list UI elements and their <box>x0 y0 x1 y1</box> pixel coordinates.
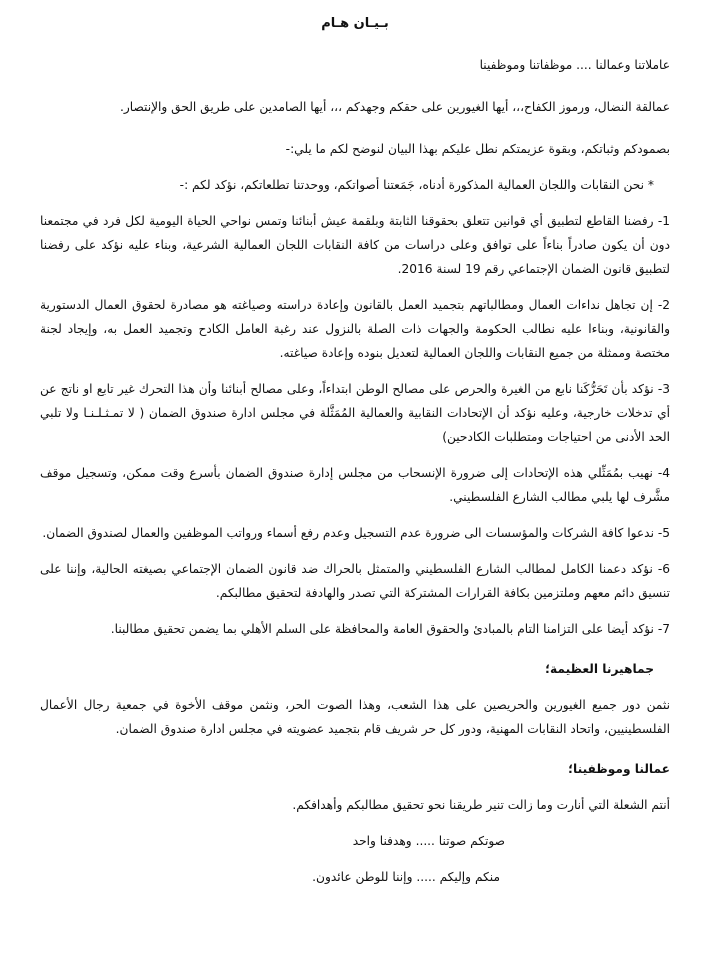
point-1: 1- رفضنا القاطع لتطبيق أي قوانين تتعلق بحقوقنا الثابتة وبلقمة عيش أبنائنا وتمس نواحي الحياة اليومية لكل فرد في مجتمعنا دون أن يكون صادراً بناءاً على توافق وعلى دراسات من كافة النقابات اللجان العمالية الشرعية، وبناء عليه نؤكد على رفضنا لتطبيق قانون الضمان الإجتماعي رقم 19 لسنة 2016. <box>40 214 670 276</box>
point-3: 3- نؤكد بأن تَحَرُّكَنا نابع من الغيرة والحرص على مصالح الوطن ابتداءاً، وعلى مصالح أبنائنا وأن هذا التحرك غير تابع او ناتج عن أي تدخلات خارجية، وعليه نؤكد أن الإتحادات النقابية والعمالية المُمَثَّلة في مجلس ادارة صندوق الضمان ( لا تمـثـلـنـا ولا تلبي الحد الأدنى من احتياجات ومتطلبات الكادحين) <box>40 382 670 444</box>
point-5: 5- ندعوا كافة الشركات والمؤسسات الى ضرورة عدم التسجيل وعدم رفع أسماء ورواتب الموظفين والعمال لصندوق الضمان. <box>42 526 670 540</box>
point-4: 4- نهيب بمُمَثِّلي هذه الإتحادات إلى ضرورة الإنسحاب من مجلس إدارة صندوق الضمان بأسرع وقت ممكن، وتسجيل موقف مشَّرف لها يلبي مطالب الشارع الفلسطيني. <box>40 466 670 504</box>
salutation: عاملاتنا وعمالنا .... موظفاتنا وموظفينا <box>479 58 670 72</box>
workers-heading: عمالنا وموظفينا؛ <box>568 762 670 776</box>
closing-line-2: صوتكم صوتنا ..... وهدفنا واحد <box>352 834 505 848</box>
closing-line-1: أنتم الشعلة التي أنارت وما زالت تنير طريقنا نحو تحقيق مطالبكم وأهدافكم. <box>292 798 670 812</box>
statement-title: بـيـان هـام <box>321 16 389 31</box>
point-6: 6- نؤكد دعمنا الكامل لمطالب الشارع الفلسطيني والمتمثل بالحراك ضد قانون الضمان الإجتماعي بصيغته الحالية، وإننا على تنسيق دائم معهم وملتزمين بكافة القرارات المشتركة التي تصدر والهادفة لتحقيق مطالبكم. <box>40 562 670 600</box>
masses-heading: جماهيرنا العظيمة؛ <box>545 662 654 676</box>
intro-paragraph-3: * نحن النقابات واللجان العمالية المذكورة أدناه، جَمَعتنا أصواتكم، ووحدتنا تطلعاتكم، نؤكد لكم :- <box>179 178 654 192</box>
point-2: 2- إن تجاهل نداءات العمال ومطالباتهم بتجميد العمل بالقانون وإعادة دراسته وصياغته هو مصادرة لحقوق العمال الدستورية والقانونية، وبناءا عليه نطالب الحكومة والجهات ذات الصلة بالنزول عند رغبة العامل الكادح وتجميد العمل به، وإيجاد لجنة مختصة وممثلة من جميع النقابات واللجان العمالية لتعديل بنوده وإعادة صياغته. <box>40 298 670 360</box>
point-7: 7- نؤكد أيضا على التزامنا التام بالمبادئ والحقوق العامة والمحافظة على السلم الأهلي بما يضمن تحقيق مطالبنا. <box>110 622 670 636</box>
masses-paragraph: نثمن دور جميع الغيورين والحريصين على هذا الشعب، وهذا الصوت الحر، ونثمن موقف الأخوة في جمعية رجال الأعمال الفلسطينيين، واتحاد النقابات المهنية، ودور كل حر شريف قام بتجميد عضويته في مجلس ادارة صندوق الضمان. <box>40 698 670 736</box>
intro-paragraph-2: بصمودكم وثباتكم، وبقوة عزيمتكم نطل عليكم بهذا البيان لنوضح لكم ما يلي:- <box>285 142 670 156</box>
intro-paragraph-1: عمالقة النضال، ورموز الكفاح،،، أيها الغيورين على حقكم وجهدكم ،،، أيها الصامدين على طريق الحق والإنتصار. <box>119 100 670 114</box>
closing-line-3: منكم وإليكم ..... وإننا للوطن عائدون. <box>312 870 500 884</box>
